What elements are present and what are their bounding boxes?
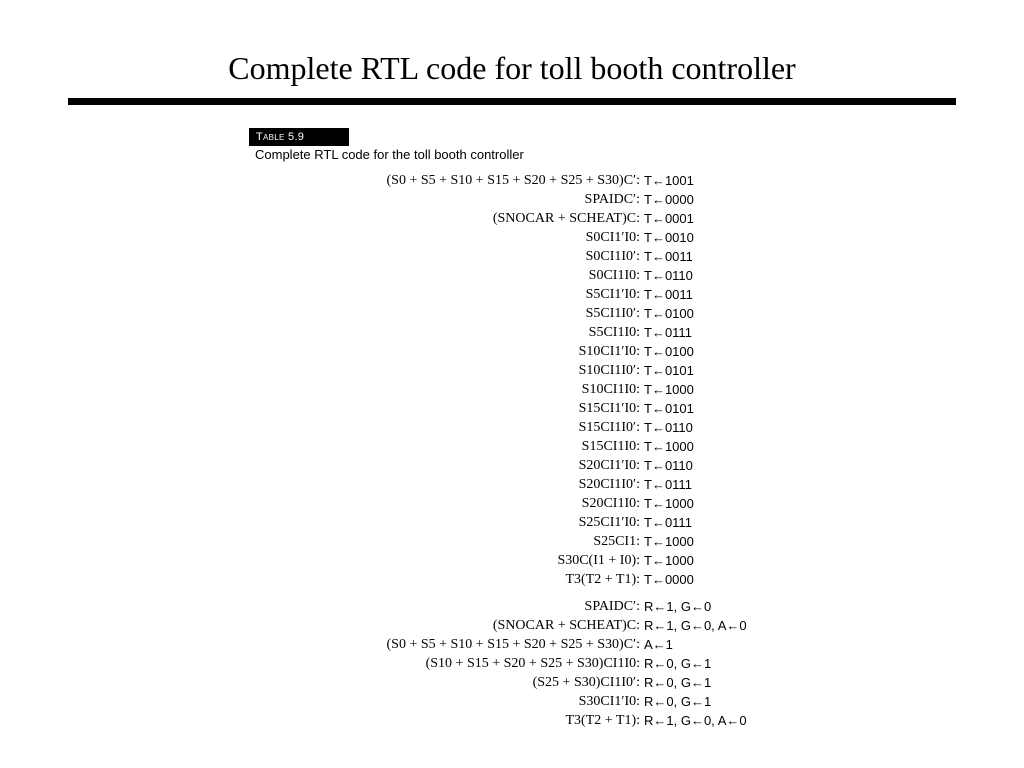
rtl-condition: S10CI1I0: [581, 381, 640, 397]
rtl-action: T←0111 [644, 325, 692, 340]
rtl-condition: S15CI1I0: [581, 438, 640, 454]
rtl-row [300, 711, 860, 730]
rtl-action: T←1001 [644, 173, 694, 188]
title-divider [68, 98, 956, 105]
rtl-action: T←0100 [644, 344, 694, 359]
rtl-condition: S30CI1′I0: [578, 693, 640, 709]
table-number-tag: Table 5.9 [249, 128, 349, 146]
rtl-condition: T3(T2 + T1): [565, 712, 640, 728]
rtl-row [300, 494, 860, 513]
rtl-condition: S20CI1′I0: [578, 457, 640, 473]
rtl-row [300, 228, 860, 247]
rtl-row [300, 654, 860, 673]
rtl-row [300, 266, 860, 285]
rtl-action: T←1000 [644, 496, 694, 511]
rtl-row [300, 437, 860, 456]
rtl-row [300, 513, 860, 532]
rtl-condition: S30C(I1 + I0): [557, 552, 640, 568]
rtl-condition: (SNOCAR + SCHEAT)C: [492, 210, 640, 226]
rtl-row [300, 399, 860, 418]
rtl-row [300, 323, 860, 342]
rtl-row [300, 418, 860, 437]
rtl-row [300, 247, 860, 266]
rtl-action: R←1, G←0 [644, 599, 712, 614]
rtl-condition: S5CI1I0: [588, 324, 640, 340]
rtl-condition: (S0 + S5 + S10 + S15 + S20 + S25 + S30)C′: [386, 172, 640, 188]
rtl-condition: S25CI1: [593, 533, 640, 549]
rtl-row [300, 475, 860, 494]
rtl-row [300, 673, 860, 692]
rtl-row [300, 616, 860, 635]
rtl-condition: SPAIDC′: [584, 191, 640, 207]
rtl-row [300, 190, 860, 209]
rtl-action: T←0111 [644, 477, 692, 492]
rtl-row [300, 532, 860, 551]
rtl-action: R←1, G←0, A←0 [644, 713, 747, 728]
rtl-condition: T3(T2 + T1): [565, 571, 640, 587]
rtl-condition: S15CI1I0′: [578, 419, 640, 435]
rtl-condition: S10CI1′I0: [578, 343, 640, 359]
rtl-action: T←0101 [644, 401, 694, 416]
rtl-action: T←1000 [644, 439, 694, 454]
rtl-row [300, 342, 860, 361]
rtl-action: T←1000 [644, 382, 694, 397]
rtl-action: T←0011 [644, 249, 693, 264]
rtl-action: T←0001 [644, 211, 694, 226]
rtl-action: T←0000 [644, 572, 694, 587]
rtl-condition: S0CI1I0′: [585, 248, 640, 264]
rtl-action: T←0011 [644, 287, 693, 302]
rtl-row [300, 361, 860, 380]
rtl-action: T←0100 [644, 306, 694, 321]
rtl-action: T←1000 [644, 553, 694, 568]
rtl-condition: S15CI1′I0: [578, 400, 640, 416]
rtl-action: T←0000 [644, 192, 694, 207]
table-caption: Complete RTL code for the toll booth controller [255, 147, 524, 162]
rtl-row [300, 597, 860, 616]
rtl-action: T←0010 [644, 230, 694, 245]
rtl-condition: S20CI1I0′: [578, 476, 640, 492]
rtl-condition: (SNOCAR + SCHEAT)C: [492, 617, 640, 633]
rtl-action: R←0, G←1 [644, 694, 712, 709]
rtl-row [300, 285, 860, 304]
rtl-row [300, 692, 860, 711]
rtl-condition: S0CI1I0: [588, 267, 640, 283]
rtl-action: T←0110 [644, 458, 693, 473]
rtl-condition: S10CI1I0′: [578, 362, 640, 378]
rtl-code-table [300, 171, 860, 730]
rtl-condition: SPAIDC′: [584, 598, 640, 614]
rtl-condition: S5CI1I0′: [585, 305, 640, 321]
rtl-action: R←0, G←1 [644, 675, 712, 690]
rtl-action: T←0111 [644, 515, 692, 530]
rtl-action: R←0, G←1 [644, 656, 712, 671]
rtl-action: R←1, G←0, A←0 [644, 618, 747, 633]
rtl-row [300, 635, 860, 654]
rtl-condition: S5CI1′I0: [585, 286, 640, 302]
rtl-condition: S0CI1′I0: [585, 229, 640, 245]
rtl-action: T←0110 [644, 268, 693, 283]
rtl-row [300, 209, 860, 228]
rtl-condition: S25CI1′I0: [578, 514, 640, 530]
slide-title: Complete RTL code for toll booth controller [228, 50, 796, 86]
rtl-action: T←1000 [644, 534, 694, 549]
rtl-row [300, 551, 860, 570]
rtl-row [300, 570, 860, 589]
rtl-action: T←0101 [644, 363, 694, 378]
rtl-row [300, 304, 860, 323]
rtl-condition: (S10 + S15 + S20 + S25 + S30)CI1I0: [425, 655, 640, 671]
rtl-row [300, 456, 860, 475]
rtl-action: T←0110 [644, 420, 693, 435]
rtl-condition: (S25 + S30)CI1I0′: [532, 674, 640, 690]
rtl-action: A←1 [644, 637, 673, 652]
rtl-row [300, 171, 860, 190]
rtl-condition: S20CI1I0: [581, 495, 640, 511]
rtl-condition: (S0 + S5 + S10 + S15 + S20 + S25 + S30)C′: [386, 636, 640, 652]
rtl-row [300, 380, 860, 399]
